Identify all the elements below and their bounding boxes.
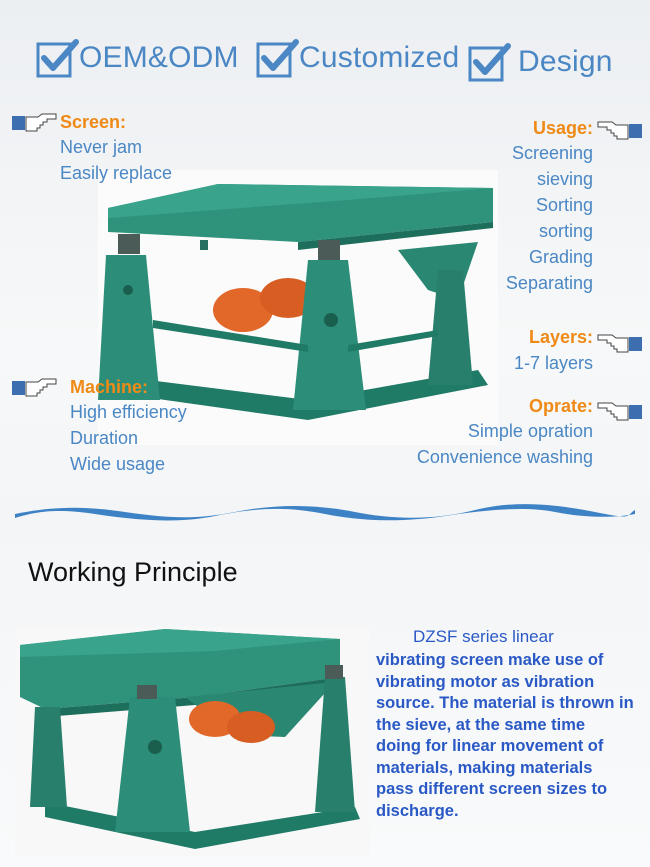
machine-item: Duration: [70, 428, 139, 448]
pointing-hand-icon: [12, 378, 58, 398]
usage-item: Screening: [511, 143, 593, 163]
checkbox-check-icon: [36, 38, 76, 78]
machine-item: High efficiency: [70, 402, 187, 422]
pointing-hand-icon: [596, 334, 642, 354]
pointing-hand-icon: [12, 113, 58, 133]
badge-customized: [256, 38, 459, 78]
badge-design: [468, 42, 613, 82]
usage-item: Sorting: [535, 195, 593, 215]
oprate-title: Oprate:: [528, 396, 593, 416]
layers-item: 1-7 layers: [513, 353, 593, 373]
layers-title: Layers:: [528, 327, 593, 347]
usage-item: Grading: [528, 247, 593, 267]
screen-title: Screen:: [60, 112, 127, 132]
pointing-hand-icon: [596, 121, 642, 141]
description-first-line: DZSF series linear: [413, 627, 554, 646]
oprate-item: Simple opration: [467, 421, 593, 441]
badge-label: Design: [518, 45, 613, 78]
section-heading: Working Principle: [28, 557, 238, 587]
wave-divider: [15, 500, 635, 522]
oprate-item: Convenience washing: [416, 447, 593, 467]
pointing-hand-icon: [596, 402, 642, 422]
machine-item: Wide usage: [70, 454, 166, 474]
checkbox-check-icon: [468, 42, 508, 82]
usage-item: sorting: [538, 221, 593, 241]
usage-title: Usage:: [532, 118, 593, 138]
screen-item: Never jam: [60, 137, 143, 157]
usage-item: Separating: [505, 273, 593, 293]
machine-title: Machine:: [70, 377, 149, 397]
description-body: vibrating screen make use of vibrating motor as vibration source. The material is thrown in the sieve, at the same time doing for linear movement of materials, making materials pass different screen sizes to discharge.: [376, 651, 634, 820]
badge-label: OEM&ODM: [79, 41, 239, 74]
badge-label: Customized: [299, 41, 460, 74]
badge-oem-odm: [36, 38, 239, 78]
screen-item: Easily replace: [60, 163, 173, 183]
checkbox-check-icon: [256, 38, 296, 78]
usage-item: sieving: [536, 169, 593, 189]
vibrating-screen-machine-image-2: [15, 627, 370, 857]
